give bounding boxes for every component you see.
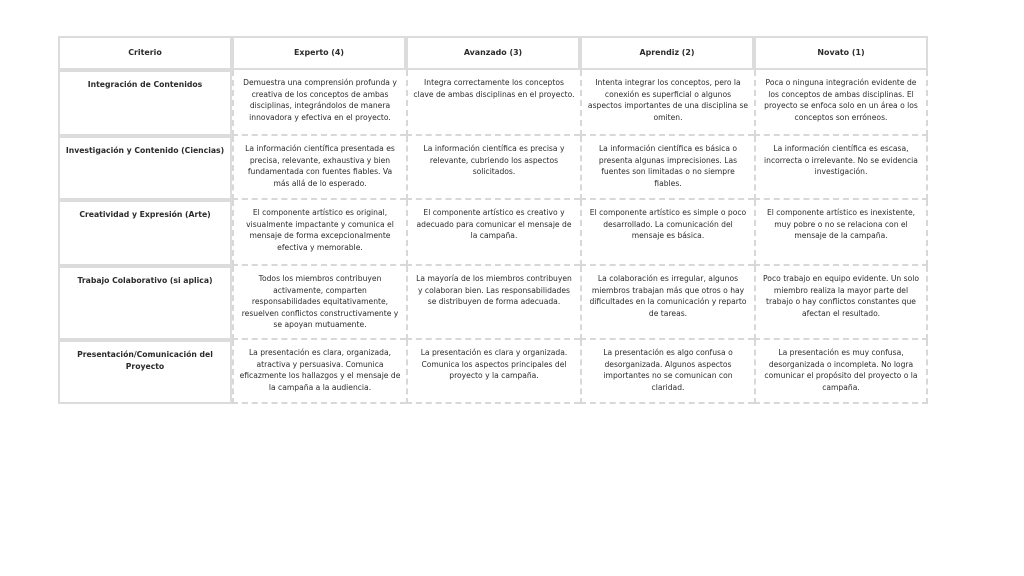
rubric-table	[58, 36, 928, 404]
level-cell-experto: La información científica presentada es precisa, relevante, exhaustiva y bien fundamentada con fuentes fiables. Va más allá de lo esperado.	[232, 136, 406, 200]
table-row	[58, 200, 928, 266]
level-cell-novato: Poca o ninguna integración evidente de los conceptos de ambas disciplinas. El proyecto se enfoca solo en un área o los conceptos son erróneos.	[754, 70, 928, 136]
header-row	[58, 36, 928, 70]
level-cell-avanzado: Integra correctamente los conceptos clave de ambas disciplinas en el proyecto.	[406, 70, 580, 136]
level-cell-aprendiz: La presentación es algo confusa o desorganizada. Algunos aspectos importantes no se comunican con claridad.	[580, 340, 754, 404]
level-cell-aprendiz: La información científica es básica o presenta algunas imprecisiones. Las fuentes son limitadas o no siempre fiables.	[580, 136, 754, 200]
level-cell-avanzado: El componente artístico es creativo y adecuado para comunicar el mensaje de la campaña.	[406, 200, 580, 266]
level-cell-novato: La información científica es escasa, incorrecta o irrelevante. No se evidencia investigación.	[754, 136, 928, 200]
level-cell-experto: Demuestra una comprensión profunda y creativa de los conceptos de ambas disciplinas, integrándolos de manera innovadora y efectiva en el proyecto.	[232, 70, 406, 136]
level-cell-novato: Poco trabajo en equipo evidente. Un solo miembro realiza la mayor parte del trabajo o hay conflictos constantes que afectan el resultado.	[754, 266, 928, 340]
level-cell-novato: La presentación es muy confusa, desorganizada o incompleta. No logra comunicar el propósito del proyecto o la campaña.	[754, 340, 928, 404]
level-cell-aprendiz: El componente artístico es simple o poco desarrollado. La comunicación del mensaje es básica.	[580, 200, 754, 266]
header-experto: Experto (4)	[232, 36, 406, 70]
criterion-cell: Trabajo Colaborativo (si aplica)	[58, 266, 232, 340]
table-row	[58, 136, 928, 200]
level-cell-experto: Todos los miembros contribuyen activamente, comparten responsabilidades equitativamente, resuelven conflictos constructivamente y se apoyan mutuamente.	[232, 266, 406, 340]
header-criterio: Criterio	[58, 36, 232, 70]
level-cell-aprendiz: La colaboración es irregular, algunos miembros trabajan más que otros o hay dificultades en la comunicación y reparto de tareas.	[580, 266, 754, 340]
level-cell-avanzado: La presentación es clara y organizada. Comunica los aspectos principales del proyecto y la campaña.	[406, 340, 580, 404]
level-cell-experto: La presentación es clara, organizada, atractiva y persuasiva. Comunica eficazmente los hallazgos y el mensaje de la campaña a la audiencia.	[232, 340, 406, 404]
level-cell-avanzado: La mayoría de los miembros contribuyen y colaboran bien. Las responsabilidades se distribuyen de forma adecuada.	[406, 266, 580, 340]
header-novato: Novato (1)	[754, 36, 928, 70]
level-cell-aprendiz: Intenta integrar los conceptos, pero la conexión es superficial o algunos aspectos importantes de una disciplina se omiten.	[580, 70, 754, 136]
header-avanzado: Avanzado (3)	[406, 36, 580, 70]
level-cell-experto: El componente artístico es original, visualmente impactante y comunica el mensaje de forma excepcionalmente efectiva y memorable.	[232, 200, 406, 266]
header-aprendiz: Aprendiz (2)	[580, 36, 754, 70]
table-row	[58, 266, 928, 340]
level-cell-novato: El componente artístico es inexistente, muy pobre o no se relaciona con el mensaje de la campaña.	[754, 200, 928, 266]
criterion-cell: Presentación/Comunicación del Proyecto	[58, 340, 232, 404]
criterion-cell: Creatividad y Expresión (Arte)	[58, 200, 232, 266]
table-row	[58, 340, 928, 404]
criterion-cell: Investigación y Contenido (Ciencias)	[58, 136, 232, 200]
criterion-cell: Integración de Contenidos	[58, 70, 232, 136]
table-row	[58, 70, 928, 136]
level-cell-avanzado: La información científica es precisa y relevante, cubriendo los aspectos solicitados.	[406, 136, 580, 200]
